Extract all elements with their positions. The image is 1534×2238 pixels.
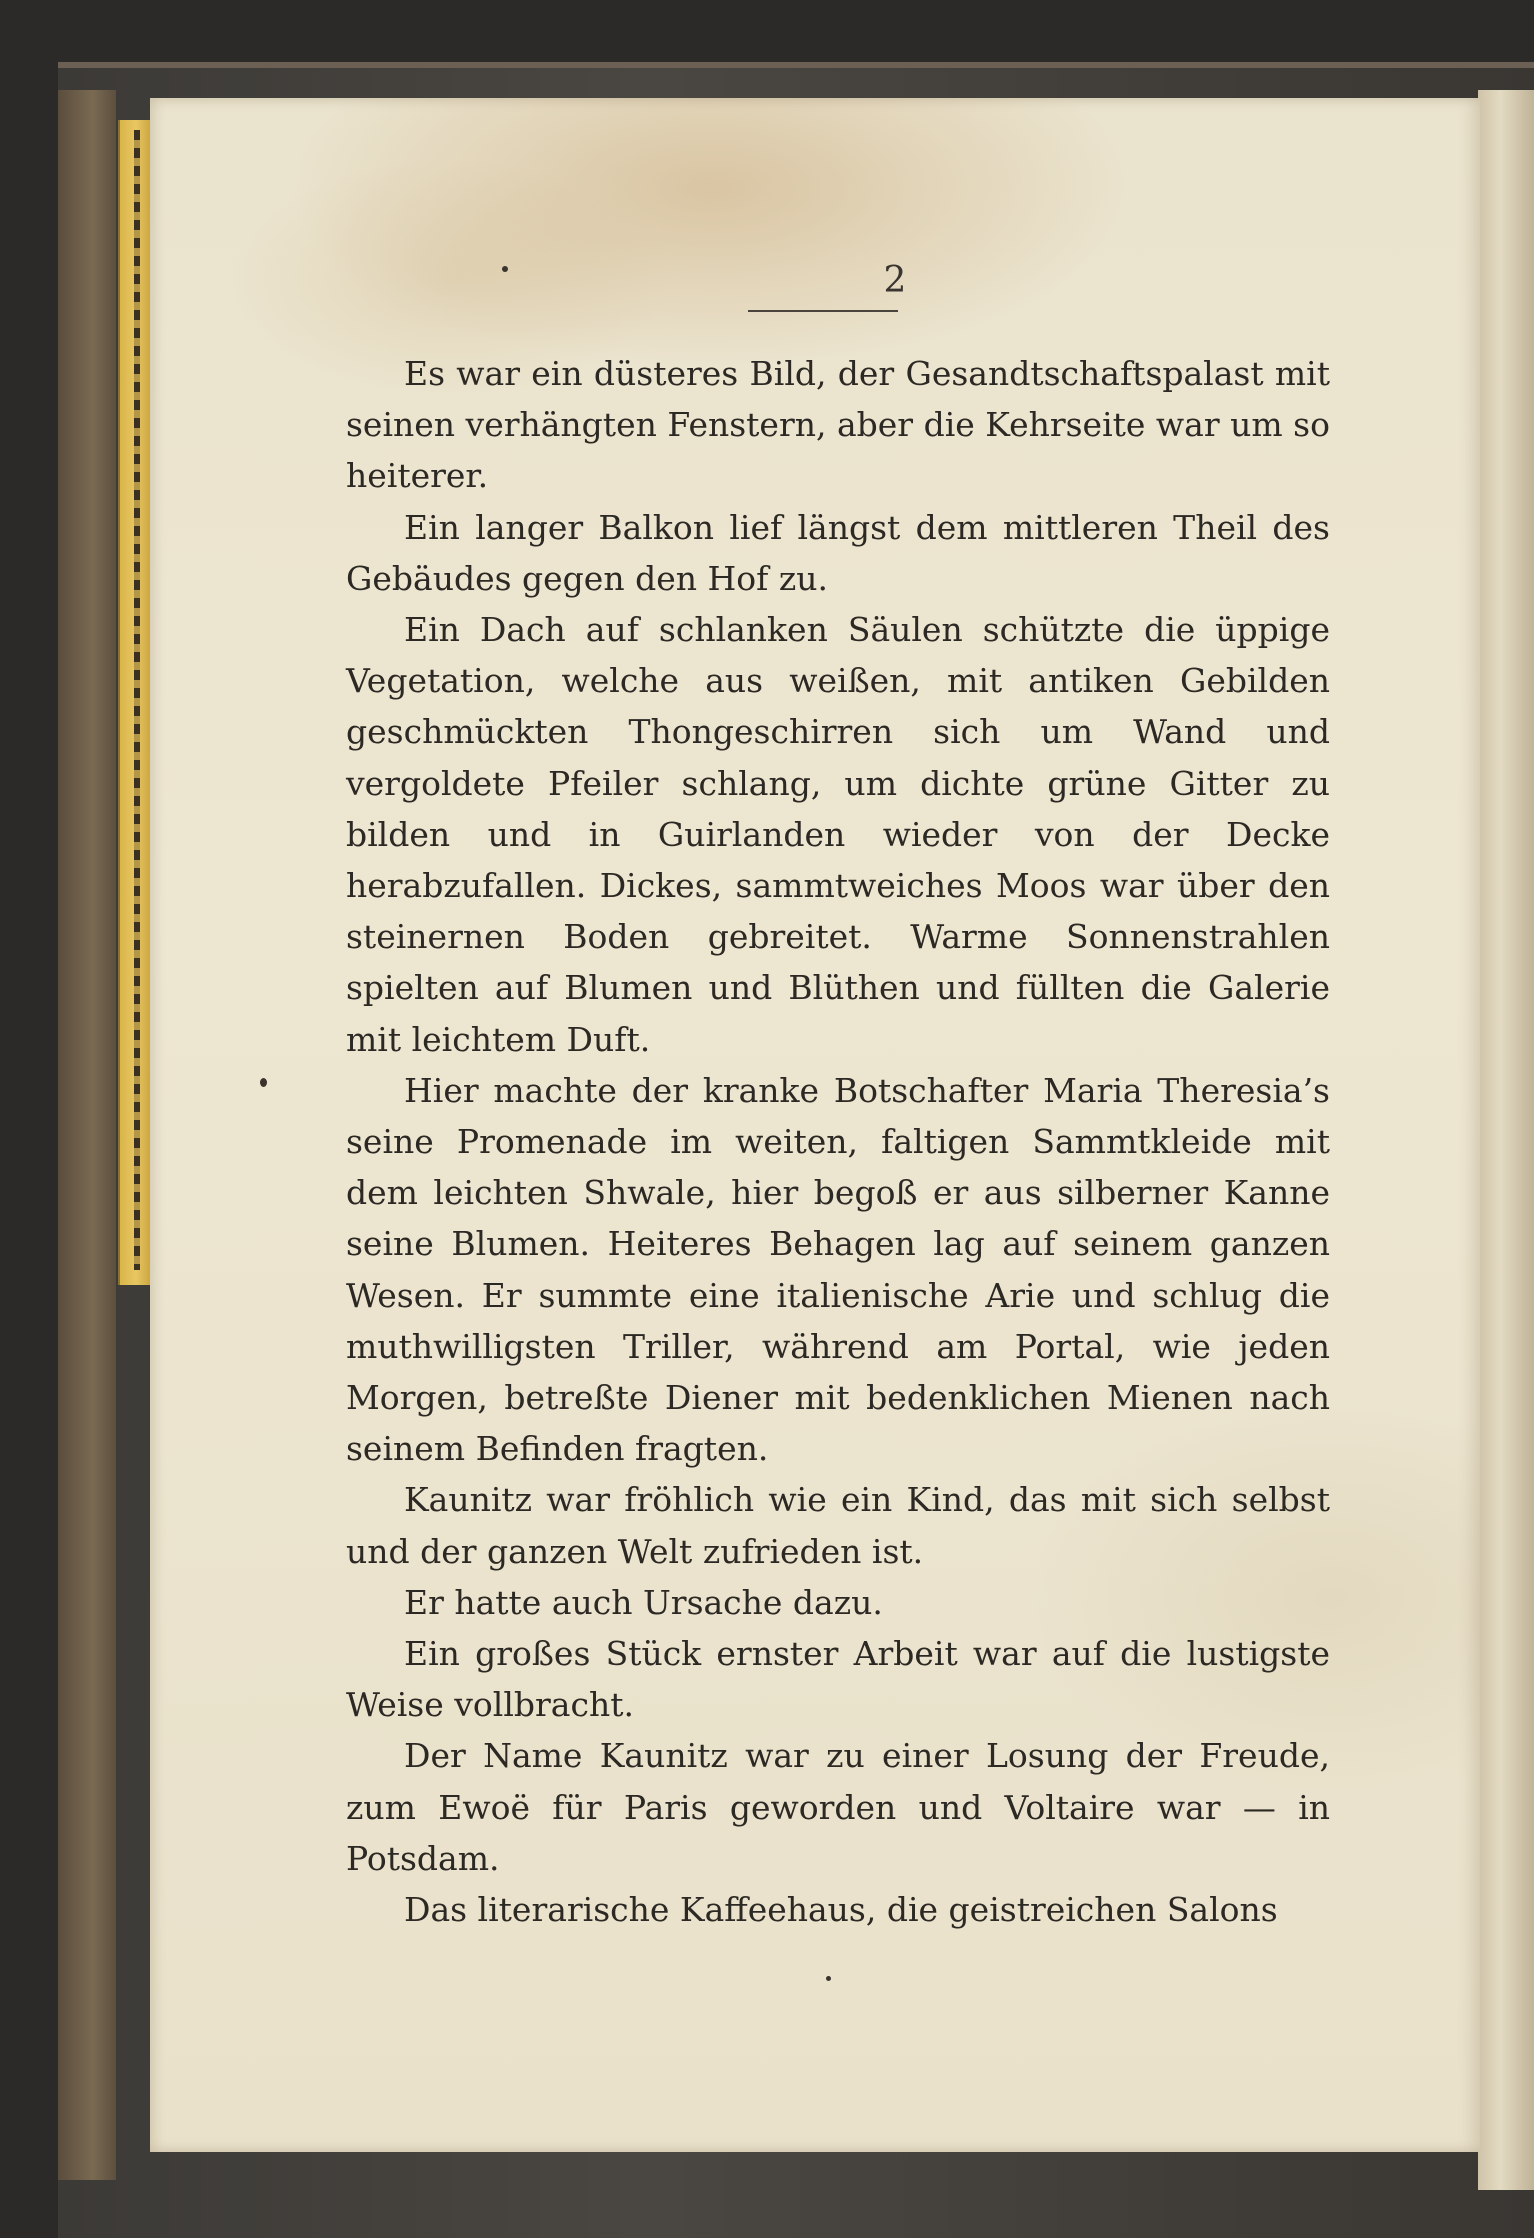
paragraph-4: Hier machte der kranke Botschafter Maria Theresia’s seine Promenade im weiten, faltigen Sammtkleide mit dem leichten Shwale, hier begoß er aus silberner Kanne seine Blumen. Heiteres Behagen lag auf seinem ganzen Wesen. Er summte eine italienische Arie und schlug die muthwilligsten Triller, während am Portal, wie jeden Morgen, betreßte Diener mit bedenklichen Mienen nach seinem Befinden fragten. — [346, 1070, 1330, 1469]
paragraph-9: Das literarische Kaffeehaus, die geistreichen Salons — [404, 1890, 1278, 1930]
ink-speck — [826, 1976, 831, 1981]
paragraph-8: Der Name Kaunitz war zu einer Losung der Freude, zum Ewoë für Paris geworden und Voltaire war — in Potsdam. — [346, 1736, 1330, 1878]
paragraph-3: Ein Dach auf schlanken Säulen schützte die üppige Vegetation, welche aus weißen, mit antiken Gebilden geschmückten Thongeschirren sich um Wand und vergoldete Pfeiler schlang, um dichte grüne Gitter zu bilden und in Guirlanden wieder von der Decke herabzufallen. Dickes, sammtweiches Moos war über den steinernen Boden gebreitet. Warme Sonnenstrahlen spielten auf Blumen und Blüthen und füllten die Galerie mit leichtem Duft. — [346, 610, 1330, 1059]
spine-stitching — [134, 130, 140, 1270]
page-number: 2 — [883, 260, 907, 301]
body-text — [346, 348, 1330, 1935]
paragraph-7: Ein großes Stück ernster Arbeit war auf die lustigste Weise vollbracht. — [346, 1634, 1330, 1725]
paragraph-5: Kaunitz war fröhlich wie ein Kind, das mit sich selbst und der ganzen Welt zufrieden ist. — [346, 1480, 1330, 1571]
ink-speck — [502, 266, 508, 272]
ink-speck — [260, 1078, 267, 1087]
book-spine — [58, 90, 116, 2180]
paragraph-6: Er hatte auch Ursache dazu. — [404, 1582, 883, 1622]
paragraph-2: Ein langer Balkon lief längst dem mittleren Theil des Gebäudes gegen den Hof zu. — [346, 507, 1330, 598]
page-sheet — [150, 98, 1480, 2152]
paragraph-1: Es war ein düsteres Bild, der Gesandtschaftspalast mit seinen verhängten Fenstern, aber die Kehrseite war um so heiterer. — [346, 354, 1330, 496]
header-rule — [748, 310, 898, 312]
facing-page-edge — [1478, 90, 1534, 2190]
